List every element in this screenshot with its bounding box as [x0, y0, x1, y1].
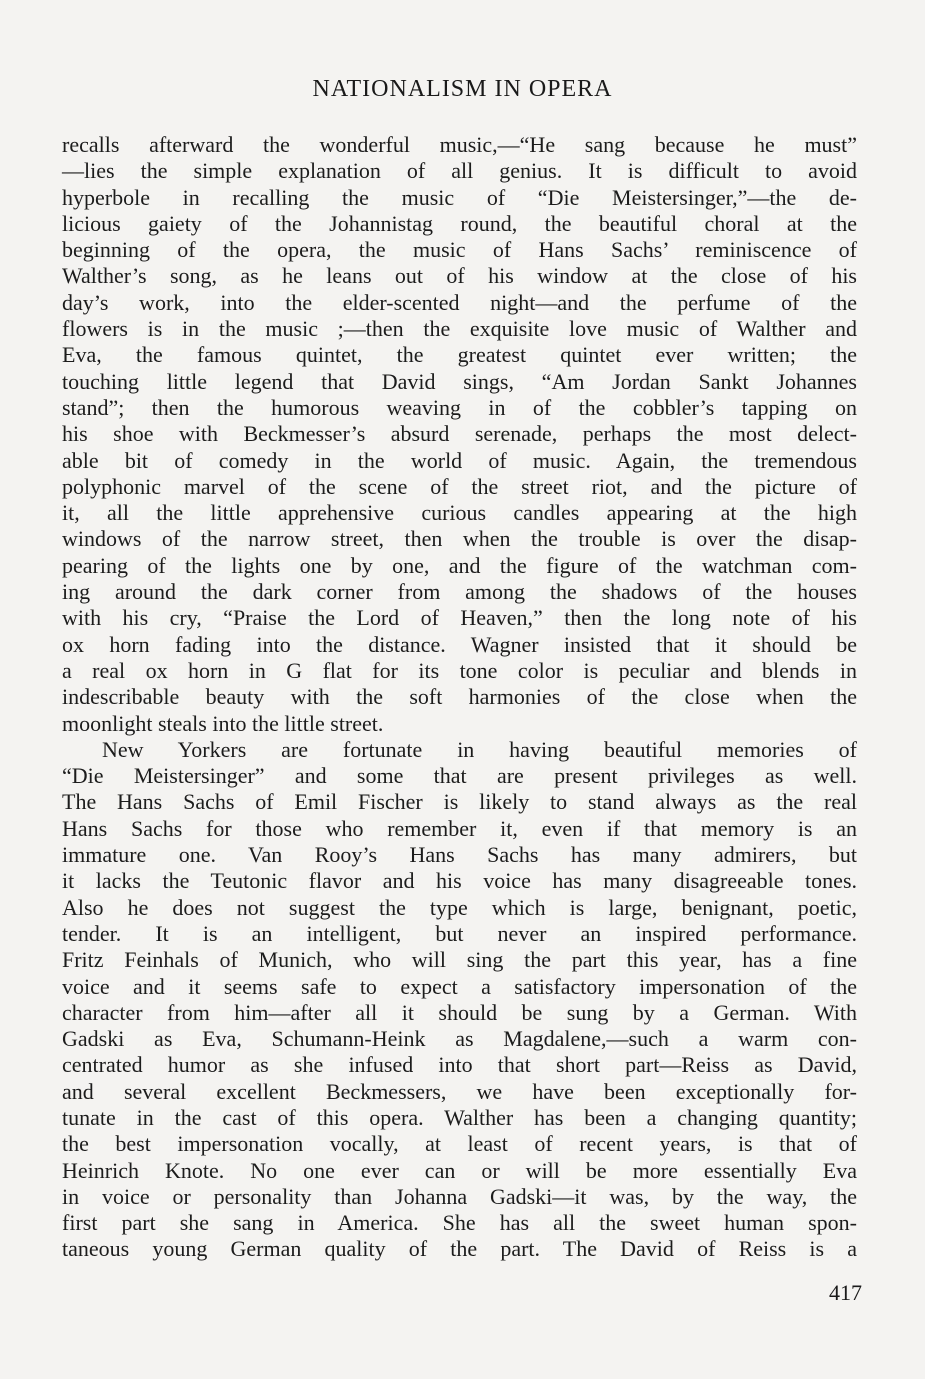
text-line: pearing of the lights one by one, and the figure of the watchman com-	[62, 552, 857, 578]
text-line: in voice or personality than Johanna Gadski—it was, by the way, the	[62, 1183, 857, 1209]
text-line: day’s work, into the elder-scented night—and the perfume of the	[62, 289, 857, 315]
text-line: touching little legend that David sings, “Am Jordan Sankt Johannes	[62, 368, 857, 394]
text-line: hyperbole in recalling the music of “Die Meistersinger,”—the de-	[62, 184, 857, 210]
text-line: Fritz Feinhals of Munich, who will sing the part this year, has a fine	[62, 947, 857, 973]
text-line: polyphonic marvel of the scene of the street riot, and the picture of	[62, 473, 857, 499]
text-line: Walther’s song, as he leans out of his window at the close of his	[62, 263, 857, 289]
text-line: centrated humor as she infused into that short part—Reiss as David,	[62, 1052, 857, 1078]
text-line: first part she sang in America. She has all the sweet human spon-	[62, 1210, 857, 1236]
text-line: his shoe with Beckmesser’s absurd serenade, perhaps the most delect-	[62, 421, 857, 447]
text-line: the best impersonation vocally, at least of recent years, is that of	[62, 1131, 857, 1157]
text-line: windows of the narrow street, then when the trouble is over the disap-	[62, 526, 857, 552]
text-line: able bit of comedy in the world of music. Again, the tremendous	[62, 447, 857, 473]
text-line: New Yorkers are fortunate in having beautiful memories of	[102, 736, 857, 762]
text-line: beginning of the opera, the music of Hans Sachs’ reminiscence of	[62, 237, 857, 263]
text-line: ing around the dark corner from among the shadows of the houses	[62, 579, 857, 605]
page-number: 417	[829, 1280, 862, 1305]
text-line: Eva, the famous quintet, the greatest quintet ever written; the	[62, 342, 857, 368]
text-line: it lacks the Teutonic flavor and his voice has many disagreeable tones.	[62, 868, 857, 894]
body-text	[62, 132, 857, 1263]
text-line: moonlight steals into the little street.	[62, 710, 384, 736]
text-line: indescribable beauty with the soft harmonies of the close when the	[62, 684, 857, 710]
text-line: Gadski as Eva, Schumann-Heink as Magdalene,—such a warm con-	[62, 1026, 857, 1052]
text-line: “Die Meistersinger” and some that are present privileges as well.	[62, 763, 857, 789]
text-line: recalls afterward the wonderful music,—“He sang because he must”	[62, 132, 857, 157]
text-line: ox horn fading into the distance. Wagner insisted that it should be	[62, 631, 857, 657]
text-line: tunate in the cast of this opera. Walther has been a changing quantity;	[62, 1104, 857, 1130]
text-line: it, all the little apprehensive curious candles appearing at the high	[62, 500, 857, 526]
text-line: —lies the simple explanation of all genius. It is difficult to avoid	[62, 158, 857, 184]
text-line: Heinrich Knote. No one ever can or will be more essentially Eva	[62, 1157, 857, 1183]
text-line: tender. It is an intelligent, but never an inspired performance.	[62, 920, 857, 946]
text-line: licious gaiety of the Johannistag round, the beautiful choral at the	[62, 210, 857, 236]
text-line: Hans Sachs for those who remember it, even if that memory is an	[62, 815, 857, 841]
text-line: a real ox horn in G flat for its tone color is peculiar and blends in	[62, 657, 857, 683]
text-line: The Hans Sachs of Emil Fischer is likely to stand always as the real	[62, 789, 857, 815]
text-line: immature one. Van Rooy’s Hans Sachs has many admirers, but	[62, 842, 857, 868]
text-line: character from him—after all it should be sung by a German. With	[62, 999, 857, 1025]
text-line: and several excellent Beckmessers, we have been exceptionally for-	[62, 1078, 857, 1104]
text-line: voice and it seems safe to expect a satisfactory impersonation of the	[62, 973, 857, 999]
text-line: flowers is in the music ;—then the exquisite love music of Walther and	[62, 316, 857, 342]
text-line: Also he does not suggest the type which is large, benignant, poetic,	[62, 894, 857, 920]
text-line: stand”; then the humorous weaving in of the cobbler’s tapping on	[62, 394, 857, 420]
running-head: NATIONALISM IN OPERA	[312, 76, 613, 102]
text-line: taneous young German quality of the part. The David of Reiss is a	[62, 1236, 857, 1262]
text-line: with his cry, “Praise the Lord of Heaven,” then the long note of his	[62, 605, 857, 631]
